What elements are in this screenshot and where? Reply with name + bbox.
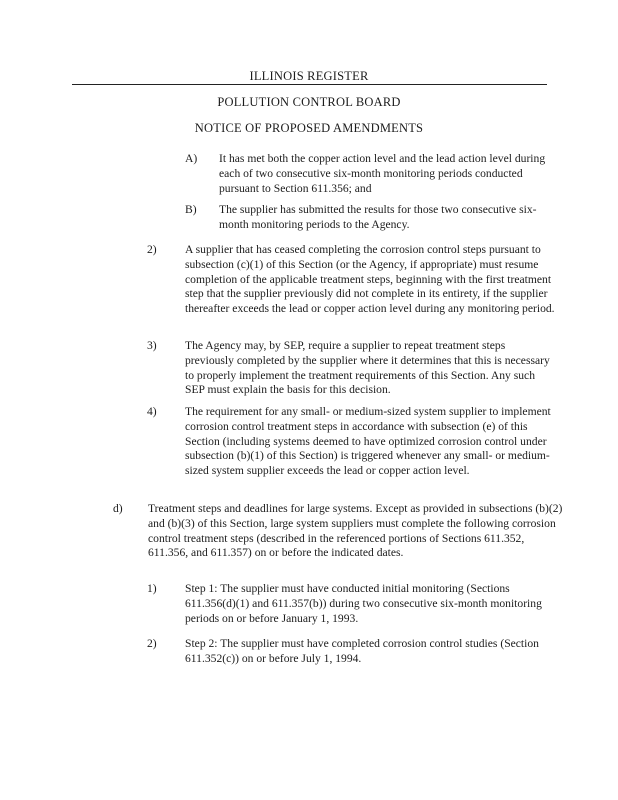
paragraph-step-2 bbox=[147, 637, 557, 667]
paragraph-label: 2) bbox=[147, 243, 157, 256]
paragraph-label: 4) bbox=[147, 405, 157, 418]
paragraph-text: It has met both the copper action level and the lead action level during each of two consecutive six-month monitoring periods conducted pursuant to Section 611.356; and bbox=[219, 152, 546, 195]
paragraph-d bbox=[113, 502, 563, 561]
notice-title: NOTICE OF PROPOSED AMENDMENTS bbox=[194, 121, 424, 135]
paragraph-text: Step 1: The supplier must have conducted initial monitoring (Sections 611.356(d)(1) and 611.357(b)) during two consecutive six-month monitoring periods on or before January 1, 1993. bbox=[185, 582, 542, 625]
paragraph-label: A) bbox=[185, 152, 198, 165]
paragraph-label: d) bbox=[113, 502, 123, 515]
paragraph-3 bbox=[147, 339, 557, 398]
register-title: ILLINOIS REGISTER bbox=[249, 69, 369, 83]
paragraph-text: Treatment steps and deadlines for large systems. Except as provided in subsections (b)(2) and (b)(3) of this Section, large system suppliers must complete the following corrosion control treatment steps (described in the referenced portions of Sections 611.352, 611.356, and 611.357) on or before the indicated dates. bbox=[148, 502, 563, 560]
paragraph-label: 2) bbox=[147, 637, 157, 650]
paragraph-step-1 bbox=[147, 582, 557, 626]
paragraph-text: The supplier has submitted the results for those two consecutive six-month monitoring periods to the Agency. bbox=[219, 203, 537, 231]
paragraph-text: The Agency may, by SEP, require a supplier to repeat treatment steps previously completed by the supplier where it determines that this is necessary to properly implement the treatment requirements of this Section. Any such SEP must explain the basis for this decision. bbox=[185, 339, 550, 397]
paragraph-text: A supplier that has ceased completing the corrosion control steps pursuant to subsection (c)(1) of this Section (or the Agency, if appropriate) must resume completion of the applicable treatment steps, beginning with the first treatment step that the supplier previously did not complete in its entirety, if the supplier thereafter exceeds the lead or copper action level during any monitoring period. bbox=[185, 243, 555, 316]
paragraph-label: B) bbox=[185, 203, 197, 216]
paragraph-B bbox=[185, 203, 555, 233]
paragraph-A bbox=[185, 152, 555, 196]
paragraph-text: Step 2: The supplier must have completed corrosion control studies (Section 611.352(c)) on or before July 1, 1994. bbox=[185, 637, 539, 665]
header-rule bbox=[72, 84, 547, 85]
paragraph-text: The requirement for any small- or medium-sized system supplier to implement corrosion control treatment steps in accordance with subsection (e) of this Section (including systems deemed to have optimized corrosion control under subsection (b)(1) of this Section) is triggered whenever any small- or medium-sized system supplier exceeds the lead or copper action level. bbox=[185, 405, 551, 478]
paragraph-label: 3) bbox=[147, 339, 157, 352]
paragraph-2 bbox=[147, 243, 557, 317]
paragraph-4 bbox=[147, 405, 557, 479]
paragraph-label: 1) bbox=[147, 582, 157, 595]
board-title: POLLUTION CONTROL BOARD bbox=[217, 95, 401, 109]
